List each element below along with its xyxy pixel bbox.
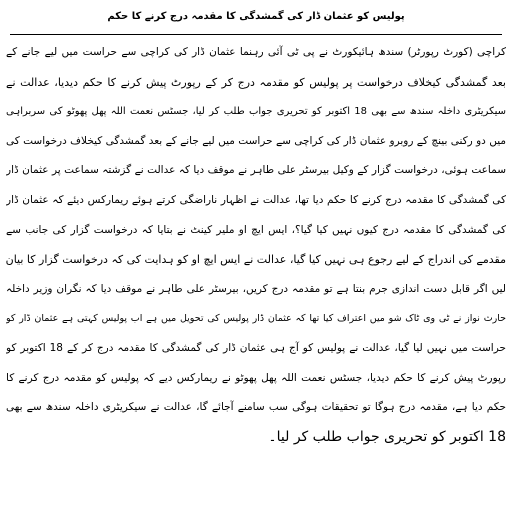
headline: پولیس کو عثمان ڈار کی گمشدگی کا مقدمہ درج کرنے کا حکم	[107, 11, 405, 22]
article-line: کی گمشدگی کا مقدمہ درج کیوں نہیں کیا گیا؟، ایس ایچ او ملیر کینٹ نے بتایا کہ درخواست گزار کی جانب سے	[6, 223, 506, 236]
article-line: کراچی (کورٹ رپورٹر) سندھ ہائیکورٹ نے پی ٹی آئی رہنما عثمان ڈار کی کراچی سے حراست میں لیے جانے کے	[6, 46, 506, 58]
article-line: حکم دیا ہے، مقدمہ درج ہوگا تو تحقیقات ہوگی سب سامنے آجائے گا، عدالت نے سیکریٹری داخلہ سندھ سے بھی	[6, 401, 506, 414]
article-line: سیکریٹری داخلہ سندھ سے بھی 18 اکتوبر کو تحریری جواب طلب کر لیا، جسٹس نعمت اللہ پھل پھوٹو کی سربراہی	[6, 106, 506, 118]
headline-divider	[10, 34, 502, 35]
article-line: بعد گمشدگی کیخلاف درخواست پر پولیس کو مقدمہ درج کر کے رپورٹ پیش کرنے کا حکم دیدیا، عدالت نے	[6, 75, 506, 89]
article-line: میں دو رکنی بینچ کے روبرو عثمان ڈار کی کراچی سے حراست میں لیے جانے کے بعد گمشدگی کیخلاف درخواست کی	[6, 134, 506, 147]
article-body	[6, 38, 506, 452]
article-line: سماعت ہوئی، درخواست گزار کے وکیل بیرسٹر علی طاہر نے موقف دیا کہ عدالت نے گزشتہ سماعت پر عثمان ڈار	[6, 164, 506, 177]
article-line: رپورٹ پیش کرنے کا حکم دیدیا، جسٹس نعمت اللہ پھل پھوٹو نے ریمارکس دیے کہ پولیس کو مقدمہ درج کرنے کا	[6, 371, 506, 384]
article-line: کی گمشدگی کا مقدمہ درج کرنے کا حکم دیا تھا، عدالت نے اظہار ناراضگی کرتے ہوئے ریمارکس دیئے کہ عثمان ڈار	[6, 193, 506, 206]
article-line: 18 اکتوبر کو تحریری جواب طلب کر لیا۔	[268, 428, 506, 445]
article-line: حراست میں نہیں لیا گیا، عدالت نے پولیس کو آج ہی عثمان ڈار کی گمشدگی کا مقدمہ درج کر کے 18 اکتوبر کو	[6, 341, 506, 354]
article-line: حارث نواز نے ٹی وی ٹاک شو میں اعتراف کیا تھا کہ عثمان ڈار پولیس کی تحویل میں ہے اب پولیس کہتی ہے عثمان ڈار کو	[6, 313, 506, 325]
article-line: لیں اگر قابل دست اندازی جرم بنتا ہے تو مقدمہ درج کریں، بیرسٹر علی طاہر نے موقف دیا کہ نگران وزیر داخلہ	[6, 282, 506, 295]
article-line: مقدمے کی اندراج کے لیے رجوع ہی نہیں کیا گیا، عدالت نے ایس ایچ او کو ہدایت کی کہ درخواست گزار کا بیان	[6, 253, 506, 267]
